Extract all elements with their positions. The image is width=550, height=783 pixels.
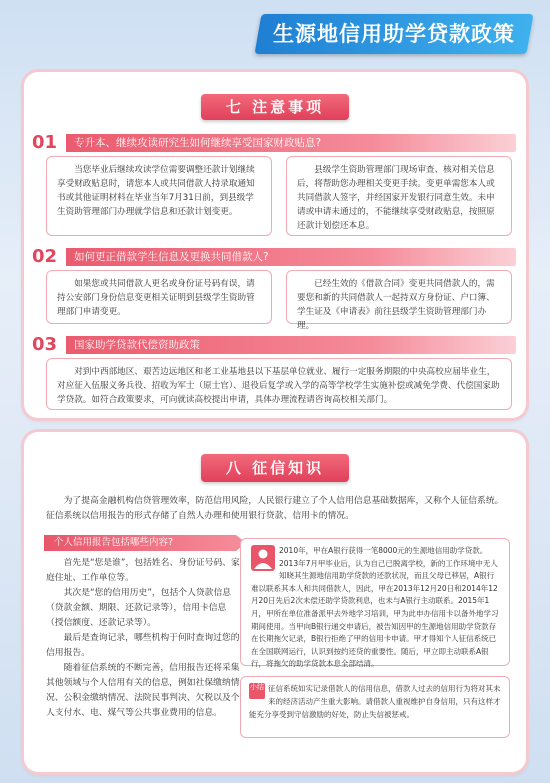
contents-para-4: 随着征信系统的不断完善，信用报告还将采集其他领域与个人信用有关的信息，例如社保缴纳情况、公积金缴纳情况、法院民事判决、欠税以及个人支付水、电、煤气等公共事业费用的信息。 <box>46 663 240 718</box>
credit-report-subtitle: 个人信用报告包括哪些内容? <box>44 535 236 551</box>
q1-number: 01 <box>32 131 66 155</box>
person-icon <box>251 545 275 571</box>
q2-header <box>34 248 516 266</box>
contents-para-1: 首先是“您是谁”，包括姓名、身份证号码、家庭住址、工作单位等。 <box>46 558 240 583</box>
contents-para-3: 最后是查询记录，哪些机构于何时查询过您的信用报告。 <box>46 633 240 658</box>
q2-left-answer: 如果您或共同借款人更名或身份证号码有误，请持公安部门身份信息变更相关证明到县级学生资助管理部门申请变更。 <box>46 270 272 324</box>
q3-header <box>34 336 516 354</box>
q3-question: 国家助学贷款代偿资助政策 <box>74 339 200 351</box>
q3-answer: 对到中西部地区、艰苦边远地区和老工业基地县以下基层单位就业、履行一定服务期限的中央高校应届毕业生，对应征入伍服义务兵役、招收为军士（原士官）、退役后复学或入学的高等学校学生实施补偿或减免学费、代偿国家助学贷款。如符合政策要求，可向就读高校提出申请，具体办理流程请咨询高校相关部门。 <box>46 358 512 410</box>
contents-para-2: 其次是“您的信用历史”，包括个人贷款信息（贷款金额、期限、还款记录等），信用卡信息（授信额度、还款记录等）。 <box>46 588 232 628</box>
credit-report-contents <box>46 556 242 721</box>
q1-header <box>34 134 516 152</box>
section-8-title: 八 征信知识 <box>201 454 349 482</box>
section-8-panel <box>24 432 526 772</box>
section-7-panel <box>24 72 526 418</box>
summary-box <box>240 676 510 738</box>
q1-left-answer: 当您毕业后继续攻读学位需要调整还款计划继续享受财政贴息时，请您本人或共同借款人持录取通知书或其他证明材料在毕业当年7月31日前，到县级学生资助管理部门办理就学信息和还款计划变更。 <box>46 156 272 236</box>
q2-right-answer: 已经生效的《借款合同》变更共同借款人的，需要您和新的共同借款人一起持双方身份证、户口簿、学生证及《申请表》前往县级学生资助管理部门办理。 <box>286 270 512 324</box>
credit-intro: 为了提高金融机构信贷管理效率，防范信用风险，人民银行建立了个人信用信息基础数据库，又称个人征信系统。征信系统以信用报告的形式存储了自然人办理和使用银行贷款、信用卡的情况。 <box>46 496 504 521</box>
banner-title: 生源地信用助学贷款政策 <box>273 22 515 46</box>
q2-number: 02 <box>32 245 66 269</box>
summary-tag: 小结 <box>249 683 265 699</box>
q2-question: 如何更正借款学生信息及更换共同借款人? <box>74 251 269 263</box>
q1-question: 专升本、继续攻读研究生如何继续享受国家财政贴息? <box>74 137 322 149</box>
case-story-text: 2010年，甲在A银行获得一笔8000元的生源地信用助学贷款。2013年7月甲毕业后，认为自己已脱离学校，新的工作环境中无人知晓其生源地信用助学贷款的还款状况，而且父母已移居，A银行难以联系其本人和共同借款人，因此，甲在2013年12月20日和2014年12月20日先后2次未偿还助学贷款利息，也未与A银行主动联系。2015年1月，甲所在单位准备派甲去外地学习培训，甲为此申办信用卡以备外地学习期间使用。当甲向B银行递交申请后，被告知因甲的生源地信用助学贷款存在长期拖欠记录，B银行拒绝了甲的信用卡申请。甲才得知个人征信系统已在全国联网运行，认识到按约还贷的重要性。随后，甲立即主动联系A银行，将拖欠的助学贷款本息全部结清。 <box>251 546 499 669</box>
q3-number: 03 <box>32 333 66 357</box>
q1-right-answer: 县级学生资助管理部门现场审查、核对相关信息后，将帮助您办理相关变更手续。变更单需您本人或共同借款人签字，并经国家开发银行同意生效。未申请或申请未通过的，不能继续享受财政贴息，按照原还款计划偿还本息。 <box>286 156 512 236</box>
case-story-box <box>240 538 510 669</box>
page-banner <box>254 14 533 54</box>
section-7-title: 七 注意事项 <box>201 94 349 120</box>
summary-text: 征信系统如实记录借款人的信用信息，借款人过去的信用行为将对其未来的经济活动产生重大影响。请借款人重视维护自身信用，只有这样才能充分享受到守信激励的好处，防止失信被惩戒。 <box>249 684 501 719</box>
